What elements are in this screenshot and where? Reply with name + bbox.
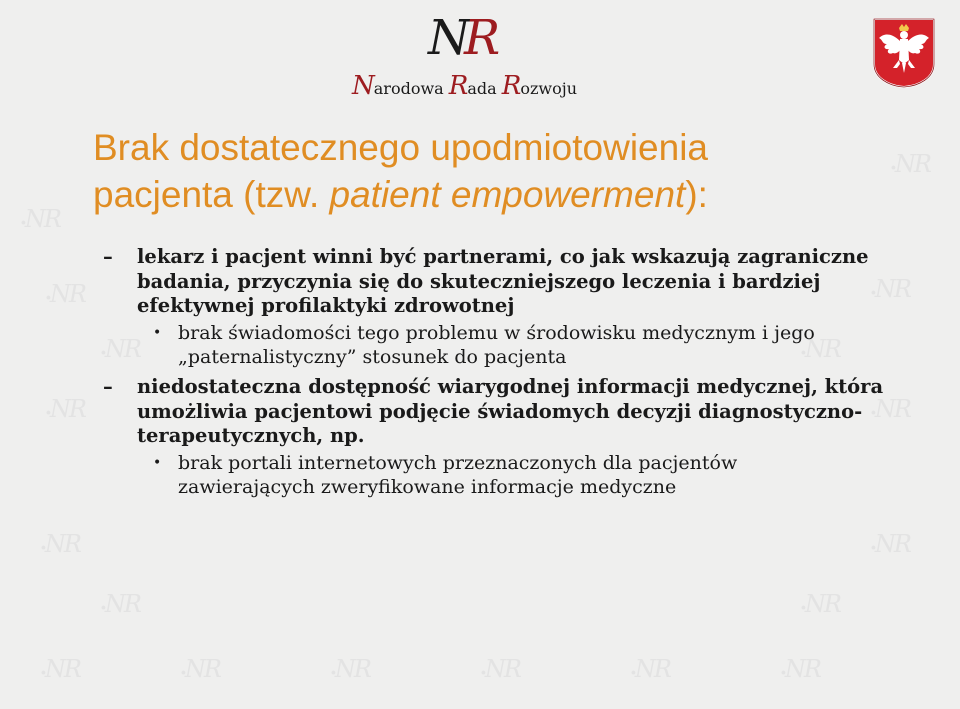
logo-monogram: NR xyxy=(428,10,495,66)
watermark: ∙ NR xyxy=(100,590,140,618)
watermark: ∙ NR xyxy=(870,275,910,303)
sub-list-item-text: brak portali internetowych przeznaczonych dla pacjentów zawierających zweryfikowane informacje medyczne xyxy=(178,451,738,499)
watermark: ∙ NR xyxy=(40,655,80,683)
watermark: ∙ NR xyxy=(800,335,840,363)
sub-list-item xyxy=(0,451,960,500)
watermark: ∙ NR xyxy=(630,655,670,683)
nrr-logo xyxy=(352,8,622,108)
list-item-text: niedostateczna dostępność wiarygodnej informacji medycznej, która umożliwia pacjentowi podjęcie świadomych decyzji diagnostyczno-terapeutycznych, np. xyxy=(137,374,884,448)
slide-title: Brak dostatecznego upodmiotowienia pacjenta (tzw. patient empowerment): xyxy=(93,127,708,215)
watermark: ∙ NR xyxy=(870,530,910,558)
watermark: ∙ NR xyxy=(20,205,60,233)
bullet-marker: • xyxy=(153,454,162,471)
dash-marker: – xyxy=(103,245,113,268)
watermark: ∙ NR xyxy=(180,655,220,683)
watermark: ∙ NR xyxy=(480,655,520,683)
polish-eagle-emblem-icon xyxy=(873,18,935,88)
dash-marker: – xyxy=(103,374,113,398)
watermark: ∙ NR xyxy=(330,655,370,683)
sub-list-item-text: brak świadomości tego problemu w środowisku medycznym i jego „paternalistyczny” stosunek do pacjenta xyxy=(178,321,815,369)
bullet-marker: • xyxy=(153,324,162,341)
watermark: ∙ NR xyxy=(890,150,930,178)
watermark: ∙ NR xyxy=(780,655,820,683)
list-item xyxy=(0,375,960,449)
watermark: ∙ NR xyxy=(870,395,910,423)
list-item xyxy=(0,245,960,319)
watermark: ∙ NR xyxy=(45,280,85,308)
watermark: ∙ NR xyxy=(800,590,840,618)
watermark: ∙ NR xyxy=(45,395,85,423)
slide-content xyxy=(0,245,960,505)
list-item-text: lekarz i pacjent winni być partnerami, co jak wskazują zagraniczne badania, przyczynia się do skuteczniejszego leczenia i bardziej efektywnej profilaktyki zdrowotnej xyxy=(137,245,869,318)
watermark: ∙ NR xyxy=(100,335,140,363)
watermark: ∙ NR xyxy=(40,530,80,558)
organization-name: Narodowa Rada Rozwoju xyxy=(352,71,578,101)
sub-list-item xyxy=(0,321,960,370)
